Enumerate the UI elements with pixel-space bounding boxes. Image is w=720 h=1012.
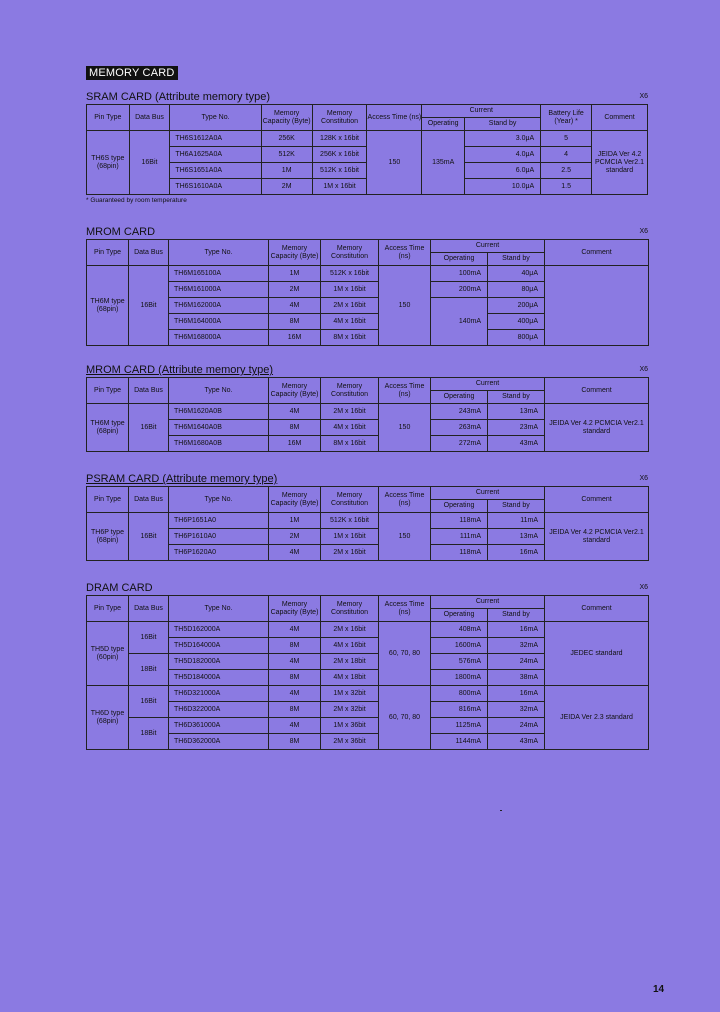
type-no: TH6D361000A [169, 718, 269, 734]
constitution: 256K x 16bit [312, 147, 367, 163]
hdr-pin-type: Pin Type [87, 487, 129, 513]
type-no: TH6P1620A0 [169, 545, 269, 561]
operating: 1800mA [431, 670, 488, 686]
hdr-mem-const: Memory Constitution [321, 596, 379, 622]
constitution: 4M x 16bit [321, 638, 379, 654]
capacity: 4M [269, 686, 321, 702]
standby: 32mA [488, 638, 545, 654]
hdr-operating: Operating [431, 609, 488, 622]
hdr-type-no: Type No. [170, 105, 261, 131]
capacity: 1M [261, 163, 312, 179]
operating: 1600mA [431, 638, 488, 654]
hdr-mem-cap: Memory Capacity (Byte) [261, 105, 312, 131]
mrom-attr-title: MROM CARD (Attribute memory type) [86, 364, 274, 376]
capacity: 8M [269, 314, 321, 330]
hdr-mem-const: Memory Constitution [312, 105, 367, 131]
psram-comment: JEIDA Ver 4.2 PCMCIA Ver2.1 standard [545, 513, 649, 561]
capacity: 8M [269, 702, 321, 718]
type-no: TH5D164000A [169, 638, 269, 654]
sram-access: 150 [367, 131, 422, 195]
standby: 32mA [488, 702, 545, 718]
page-number: 14 [653, 984, 665, 995]
operating: 1144mA [431, 734, 488, 750]
hdr-mem-cap: Memory Capacity (Byte) [269, 487, 321, 513]
hdr-mem-cap: Memory Capacity (Byte) [269, 378, 321, 404]
dram-title: DRAM CARD [86, 582, 153, 594]
hdr-operating: Operating [431, 500, 488, 513]
constitution: 1M x 36bit [321, 718, 379, 734]
capacity: 4M [269, 622, 321, 638]
table-row [87, 622, 649, 638]
mrom-section [86, 225, 648, 346]
standby: 10.0μA [465, 179, 541, 195]
constitution: 128K x 16bit [312, 131, 367, 147]
hdr-access: Access Time (ns) [367, 105, 422, 131]
operating: 243mA [431, 404, 488, 420]
hdr-access: Access Time (ns) [379, 378, 431, 404]
sram-pin-type: TH6S type (68pin) [87, 131, 130, 195]
mrom-attr-data-bus: 16Bit [129, 404, 169, 452]
dram-bus-16: 16Bit [129, 622, 169, 654]
capacity: 4M [269, 404, 321, 420]
mrom-attr-unit: X6 [639, 366, 648, 373]
standby: 200μA [488, 298, 545, 314]
mrom-access: 150 [379, 266, 431, 346]
battery: 5 [541, 131, 592, 147]
standby: 400μA [488, 314, 545, 330]
hdr-operating: Operating [431, 253, 488, 266]
type-no: TH6M1680A0B [169, 436, 269, 452]
hdr-data-bus: Data Bus [129, 487, 169, 513]
sram-table [86, 104, 648, 195]
sram-unit: X6 [639, 93, 648, 100]
hdr-current: Current [422, 105, 541, 118]
mrom-title: MROM CARD [86, 226, 156, 238]
standby: 3.0μA [465, 131, 541, 147]
operating: 263mA [431, 420, 488, 436]
constitution: 512K x 16bit [321, 513, 379, 529]
battery: 2.5 [541, 163, 592, 179]
hdr-pin-type: Pin Type [87, 240, 129, 266]
psram-access: 150 [379, 513, 431, 561]
hdr-battery: Battery Life (Year) * [541, 105, 592, 131]
hdr-comment: Comment [545, 240, 649, 266]
psram-section [86, 472, 648, 561]
standby: 80μA [488, 282, 545, 298]
dram-unit: X6 [639, 584, 648, 591]
capacity: 8M [269, 734, 321, 750]
hdr-standby: Stand by [488, 391, 545, 404]
psram-unit: X6 [639, 475, 648, 482]
hdr-pin-type: Pin Type [87, 105, 130, 131]
sram-operating: 135mA [422, 131, 465, 195]
capacity: 1M [269, 266, 321, 282]
hdr-comment: Comment [545, 596, 649, 622]
constitution: 2M x 18bit [321, 654, 379, 670]
standby: 6.0μA [465, 163, 541, 179]
mrom-attr-comment: JEIDA Ver 4.2 PCMCIA Ver2.1 standard [545, 404, 649, 452]
type-no: TH6D322000A [169, 702, 269, 718]
type-no: TH6M162000A [169, 298, 269, 314]
hdr-comment: Comment [592, 105, 648, 131]
hdr-type-no: Type No. [169, 240, 269, 266]
capacity: 8M [269, 420, 321, 436]
table-row [87, 513, 649, 529]
hdr-mem-const: Memory Constitution [321, 240, 379, 266]
mrom-attr-table [86, 377, 649, 452]
standby: 23mA [488, 420, 545, 436]
dram-bus-16: 16Bit [129, 686, 169, 718]
constitution: 1M x 16bit [321, 282, 379, 298]
capacity: 4M [269, 718, 321, 734]
hdr-pin-type: Pin Type [87, 596, 129, 622]
standby: 24mA [488, 718, 545, 734]
hdr-operating: Operating [431, 391, 488, 404]
standby: 800μA [488, 330, 545, 346]
operating: 100mA [431, 266, 488, 282]
type-no: TH6A1625A0A [170, 147, 261, 163]
hdr-mem-cap: Memory Capacity (Byte) [269, 596, 321, 622]
capacity: 1M [269, 513, 321, 529]
hdr-data-bus: Data Bus [129, 240, 169, 266]
type-no: TH5D182000A [169, 654, 269, 670]
sram-data-bus: 16Bit [129, 131, 170, 195]
psram-data-bus: 16Bit [129, 513, 169, 561]
constitution: 4M x 18bit [321, 670, 379, 686]
capacity: 16M [269, 436, 321, 452]
constitution: 4M x 16bit [321, 420, 379, 436]
dram-g2-comment: JEIDA Ver 2.3 standard [545, 686, 649, 750]
mrom-pin-type: TH6M type (68pin) [87, 266, 129, 346]
psram-table [86, 486, 649, 561]
type-no: TH6D321000A [169, 686, 269, 702]
capacity: 16M [269, 330, 321, 346]
constitution: 1M x 16bit [321, 529, 379, 545]
standby: 16mA [488, 545, 545, 561]
hdr-mem-const: Memory Constitution [321, 378, 379, 404]
hdr-current: Current [431, 487, 545, 500]
standby: 43mA [488, 734, 545, 750]
type-no: TH6M165100A [169, 266, 269, 282]
dram-section [86, 581, 648, 750]
constitution: 2M x 16bit [321, 545, 379, 561]
operating: 576mA [431, 654, 488, 670]
capacity: 2M [269, 529, 321, 545]
standby: 16mA [488, 686, 545, 702]
mrom-unit: X6 [639, 228, 648, 235]
type-no: TH6M1640A0B [169, 420, 269, 436]
capacity: 2M [269, 282, 321, 298]
constitution: 1M x 16bit [312, 179, 367, 195]
battery: 4 [541, 147, 592, 163]
sram-section [86, 90, 648, 204]
hdr-standby: Stand by [465, 118, 541, 131]
hdr-type-no: Type No. [169, 596, 269, 622]
hdr-type-no: Type No. [169, 487, 269, 513]
hdr-pin-type: Pin Type [87, 378, 129, 404]
type-no: TH5D162000A [169, 622, 269, 638]
capacity: 512K [261, 147, 312, 163]
constitution: 512K x 16bit [312, 163, 367, 179]
psram-pin-type: TH6P type (68pin) [87, 513, 129, 561]
constitution: 8M x 16bit [321, 330, 379, 346]
hdr-access: Access Time (ns) [379, 240, 431, 266]
standby: 40μA [488, 266, 545, 282]
hdr-type-no: Type No. [169, 378, 269, 404]
hdr-mem-const: Memory Constitution [321, 487, 379, 513]
capacity: 4M [269, 545, 321, 561]
page-header: MEMORY CARD [86, 66, 178, 80]
battery: 1.5 [541, 179, 592, 195]
capacity: 8M [269, 638, 321, 654]
constitution: 8M x 16bit [321, 436, 379, 452]
hdr-current: Current [431, 596, 545, 609]
type-no: TH6S1612A0A [170, 131, 261, 147]
type-no: TH6S1651A0A [170, 163, 261, 179]
sram-note: * Guaranteed by room temperature [86, 197, 187, 204]
mrom-comment [545, 266, 649, 346]
operating: 140mA [431, 298, 488, 346]
standby: 13mA [488, 404, 545, 420]
dram-g2-pin-type: TH6D type (68pin) [87, 686, 129, 750]
dram-g1-comment: JEDEC standard [545, 622, 649, 686]
table-row [87, 404, 649, 420]
type-no: TH5D184000A [169, 670, 269, 686]
standby: 43mA [488, 436, 545, 452]
hdr-data-bus: Data Bus [129, 596, 169, 622]
capacity: 4M [269, 654, 321, 670]
mrom-attr-pin-type: TH6M type (68pin) [87, 404, 129, 452]
table-row [87, 266, 649, 282]
hdr-standby: Stand by [488, 609, 545, 622]
constitution: 2M x 16bit [321, 404, 379, 420]
standby: 24mA [488, 654, 545, 670]
sram-title: SRAM CARD (Attribute memory type) [86, 91, 270, 103]
constitution: 2M x 36bit [321, 734, 379, 750]
table-row [87, 131, 648, 147]
operating: 1125mA [431, 718, 488, 734]
constitution: 4M x 16bit [321, 314, 379, 330]
constitution: 1M x 32bit [321, 686, 379, 702]
sram-comment: JEIDA Ver 4.2 PCMCIA Ver2.1 standard [592, 131, 648, 195]
type-no: TH6P1610A0 [169, 529, 269, 545]
mrom-attr-access: 150 [379, 404, 431, 452]
type-no: TH6D362000A [169, 734, 269, 750]
operating: 800mA [431, 686, 488, 702]
dram-g2-access: 60, 70, 80 [379, 686, 431, 750]
type-no: TH6S1610A0A [170, 179, 261, 195]
type-no: TH6P1651A0 [169, 513, 269, 529]
dram-bus-18: 18Bit [129, 654, 169, 686]
mrom-attr-section [86, 363, 648, 452]
table-row [87, 686, 649, 702]
type-no: TH6M1620A0B [169, 404, 269, 420]
hdr-access: Access Time (ns) [379, 487, 431, 513]
hdr-access: Access Time (ns) [379, 596, 431, 622]
capacity: 8M [269, 670, 321, 686]
mrom-table [86, 239, 649, 346]
type-no: TH6M168000A [169, 330, 269, 346]
capacity: 4M [269, 298, 321, 314]
operating: 118mA [431, 545, 488, 561]
hdr-comment: Comment [545, 378, 649, 404]
psram-title: PSRAM CARD (Attribute memory type) [86, 473, 278, 485]
standby: 38mA [488, 670, 545, 686]
standby: 4.0μA [465, 147, 541, 163]
standby: 16mA [488, 622, 545, 638]
dram-bus-18: 18Bit [129, 718, 169, 750]
hdr-data-bus: Data Bus [129, 378, 169, 404]
hdr-operating: Operating [422, 118, 465, 131]
dram-g1-pin-type: TH5D type (60pin) [87, 622, 129, 686]
constitution: 512K x 16bit [321, 266, 379, 282]
hdr-mem-cap: Memory Capacity (Byte) [269, 240, 321, 266]
stray-mark [500, 810, 502, 811]
operating: 111mA [431, 529, 488, 545]
dram-g1-access: 60, 70, 80 [379, 622, 431, 686]
hdr-data-bus: Data Bus [129, 105, 170, 131]
operating: 408mA [431, 622, 488, 638]
capacity: 2M [261, 179, 312, 195]
hdr-standby: Stand by [488, 253, 545, 266]
mrom-data-bus: 16Bit [129, 266, 169, 346]
constitution: 2M x 16bit [321, 622, 379, 638]
hdr-current: Current [431, 378, 545, 391]
dram-table [86, 595, 649, 750]
capacity: 256K [261, 131, 312, 147]
constitution: 2M x 16bit [321, 298, 379, 314]
standby: 13mA [488, 529, 545, 545]
hdr-comment: Comment [545, 487, 649, 513]
operating: 272mA [431, 436, 488, 452]
operating: 118mA [431, 513, 488, 529]
standby: 11mA [488, 513, 545, 529]
hdr-standby: Stand by [488, 500, 545, 513]
operating: 200mA [431, 282, 488, 298]
operating: 816mA [431, 702, 488, 718]
type-no: TH6M164000A [169, 314, 269, 330]
constitution: 2M x 32bit [321, 702, 379, 718]
hdr-current: Current [431, 240, 545, 253]
type-no: TH6M161000A [169, 282, 269, 298]
